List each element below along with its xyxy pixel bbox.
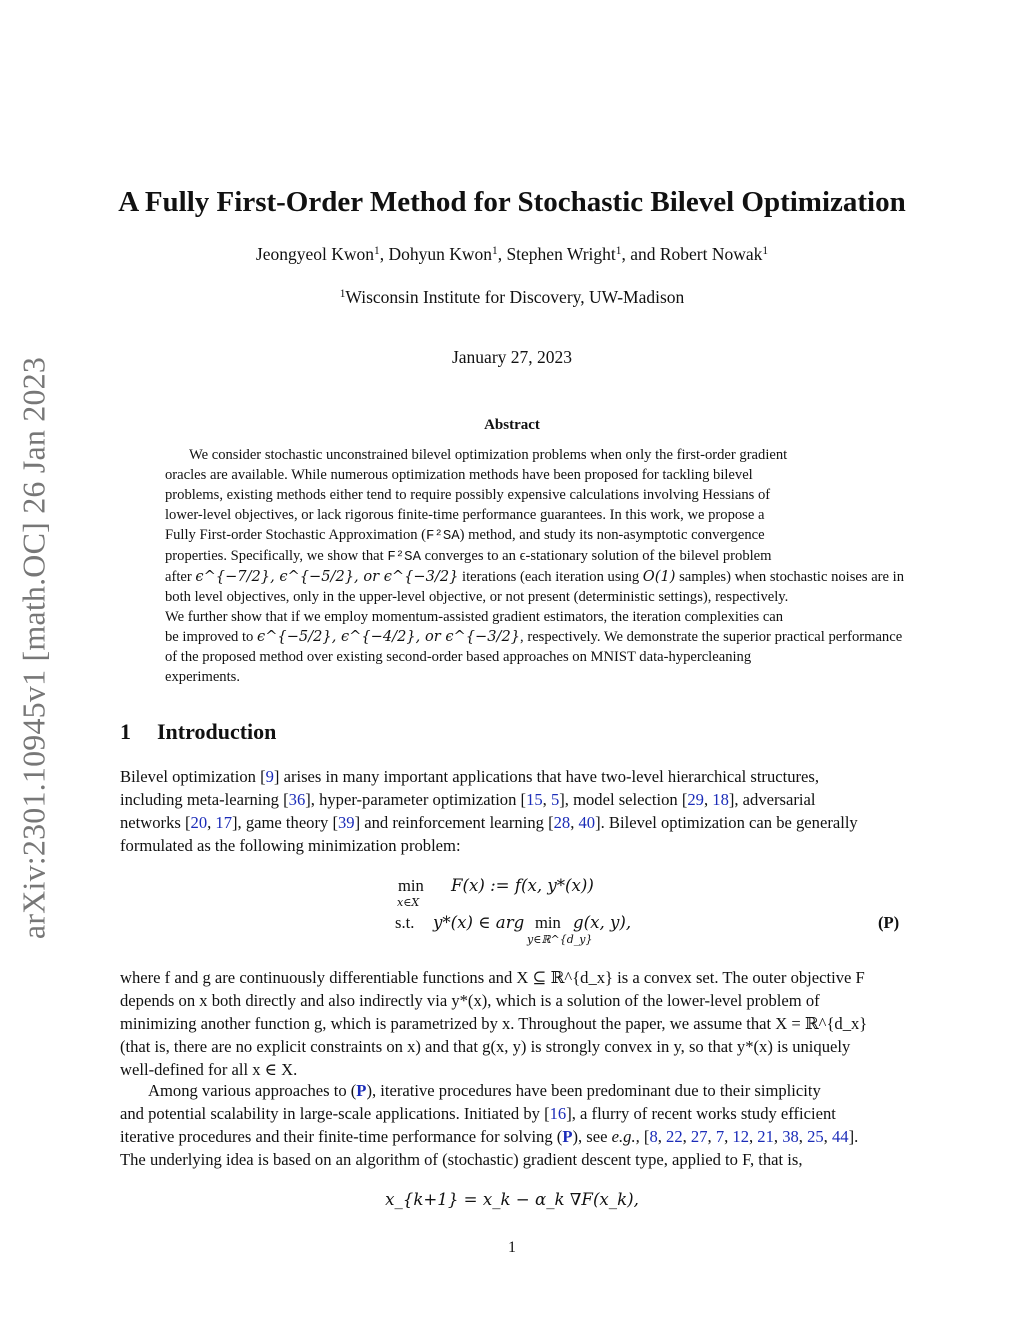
text-line: minimizing another function g, which is parametrized by x. Throughout the paper, we assume that X = ℝ^{d_x}	[120, 1014, 868, 1033]
citation-link[interactable]: 12	[732, 1127, 749, 1146]
paper-title: A Fully First-Order Method for Stochastic Bilevel Optimization	[118, 186, 906, 218]
min-subscript: y∈ℝ^{d_y}	[527, 933, 593, 946]
abstract-line: of the proposed method over existing second-order based approaches on MNIST data-hypercleaning	[165, 649, 752, 665]
citation-link[interactable]: 8	[649, 1127, 658, 1146]
equation-P	[395, 876, 915, 956]
author-name: Dohyun Kwon	[388, 244, 492, 264]
complexity-rates: ϵ^{−5/2}, ϵ^{−4/2}, or ϵ^{−3/2}	[257, 628, 521, 645]
citation-link[interactable]: 36	[288, 790, 306, 809]
method-name: F²SA	[387, 549, 421, 565]
citation-link[interactable]: 38	[782, 1127, 799, 1146]
abstract-body	[165, 445, 905, 687]
separator: ,	[497, 244, 507, 264]
abstract-line: properties. Specifically, we show that F²SA converges to an ϵ-stationary solution of the bilevel problem	[165, 548, 772, 565]
update-rule-equation: x_{k+1} = x_k − α_k ∇F(x_k),	[385, 1190, 639, 1209]
author-list	[0, 244, 1024, 265]
abstract-line: We consider stochastic unconstrained bilevel optimization problems when only the first-order gradient	[189, 447, 788, 463]
citation-link[interactable]: 44	[831, 1127, 849, 1146]
paragraph	[120, 966, 905, 1081]
citation-link[interactable]: 40	[578, 813, 596, 832]
text-line: The underlying idea is based on an algorithm of (stochastic) gradient descent type, applied to F, that is,	[120, 1150, 803, 1169]
such-that: s.t.	[395, 913, 415, 932]
citation-link[interactable]: 17	[215, 813, 232, 832]
abstract-line: oracles are available. While numerous optimization methods have been proposed for tackling bilevel	[165, 467, 753, 483]
abstract-line: lower-level objectives, or lack rigorous finite-time performance guarantees. In this work, we propose a	[165, 507, 765, 523]
abstract-line: experiments.	[165, 669, 240, 685]
citation-link[interactable]: 5	[550, 790, 560, 809]
min-subscript: x∈X	[397, 896, 420, 909]
citation-link[interactable]: 28	[553, 813, 571, 832]
sample-complexity: O(1)	[642, 568, 676, 585]
text-line: depends on x both directly and also indirectly via y*(x), which is a solution of the lower-level problem of	[120, 991, 820, 1010]
citation-link[interactable]: 25	[807, 1127, 824, 1146]
text-line: (that is, there are no explicit constraints on x) and that g(x, y) is strongly convex in y, so that y*(x) is uniquely	[120, 1037, 851, 1056]
affiliation-text: Wisconsin Institute for Discovery, UW-Madison	[345, 287, 685, 307]
citation-link[interactable]: 15	[526, 790, 543, 809]
affiliation	[0, 287, 1024, 308]
constraint-lhs: y*(x) ∈ arg	[433, 913, 525, 932]
citation-link[interactable]: 29	[687, 790, 704, 809]
equation-reference[interactable]: P	[356, 1081, 367, 1100]
abstract-line: be improved to ϵ^{−5/2}, ϵ^{−4/2}, or ϵ^{−3/2}, respectively. We demonstrate the superior practical performance	[165, 628, 903, 645]
separator: ,	[379, 244, 389, 264]
text-line: Among various approaches to (P), iterative procedures have been predominant due to their simplicity	[148, 1081, 821, 1100]
min-operator: min	[398, 876, 424, 895]
citation-link[interactable]: 9	[265, 767, 274, 786]
abstract-line: both level objectives, only in the upper-level objective, or not present (deterministic settings), respectively.	[165, 589, 789, 605]
citation-link[interactable]: 16	[549, 1104, 567, 1123]
method-name: F²SA	[426, 528, 460, 544]
text-line: where f and g are continuously differentiable functions and X ⊆ ℝ^{d_x} is a convex set. The outer objective F	[120, 968, 865, 987]
page-number: 1	[508, 1239, 516, 1256]
citation-link[interactable]: 7	[715, 1127, 725, 1146]
author-name: Jeongyeol Kwon	[255, 244, 375, 264]
section-title: Introduction	[157, 719, 277, 744]
citation-link[interactable]: 21	[757, 1127, 774, 1146]
citation-link[interactable]: 39	[337, 813, 355, 832]
affiliation-mark: 1	[339, 287, 346, 300]
separator: , and	[621, 244, 660, 264]
paragraph	[120, 765, 905, 857]
citation-link[interactable]: 18	[712, 790, 729, 809]
objective-definition: F(x) := f(x, y*(x))	[451, 876, 594, 895]
abstract-line: after ϵ^{−7/2}, ϵ^{−5/2}, or ϵ^{−3/2} iterations (each iteration using O(1) samples) when stochastic noises are in	[165, 568, 905, 585]
author-name: Stephen Wright	[506, 244, 616, 264]
arxiv-identifier: arXiv:2301.10945v1 [math.OC] 26 Jan 2023	[15, 356, 52, 940]
min-operator: min	[535, 913, 561, 932]
equation-reference[interactable]: P	[562, 1127, 573, 1146]
text-line: iterative procedures and their finite-time performance for solving (P), see e.g., [8, 22, 27, 7, 12, 21, 38, 25, 44].	[120, 1127, 859, 1146]
affiliation-mark: 1	[492, 244, 498, 257]
author-name: Robert Nowak	[659, 244, 763, 264]
abstract-heading: Abstract	[484, 417, 540, 433]
citation-list: 8, 22, 27, 7, 12, 21, 38, 25, 44	[649, 1127, 849, 1146]
affiliation-mark: 1	[615, 244, 622, 257]
affiliation-mark: 1	[762, 244, 769, 257]
text-line: networks [20, 17], game theory [39] and reinforcement learning [28, 40]. Bilevel optimization can be generally	[120, 813, 858, 832]
affiliation-mark: 1	[374, 244, 380, 257]
citation-link[interactable]: 27	[690, 1127, 708, 1146]
constraint-rhs: g(x, y),	[573, 913, 632, 932]
section-heading	[120, 719, 276, 745]
text-line: Bilevel optimization [9] arises in many important applications that have two-level hierarchical structures,	[120, 767, 820, 786]
citation-link[interactable]: 20	[190, 813, 208, 832]
text-line: including meta-learning [36], hyper-parameter optimization [15, 5], model selection [29, 18], adversarial	[120, 790, 816, 809]
complexity-rates: ϵ^{−7/2}, ϵ^{−5/2}, or ϵ^{−3/2}	[195, 568, 459, 585]
text-line: and potential scalability in large-scale applications. Initiated by [16], a flurry of recent works study efficient	[120, 1104, 836, 1123]
abstract-line: problems, existing methods either tend to require possibly expensive calculations involving Hessians of	[165, 487, 771, 503]
citation-link[interactable]: 22	[666, 1127, 683, 1146]
text-line: well-defined for all x ∈ X.	[120, 1060, 298, 1079]
section-number: 1	[120, 719, 131, 744]
abstract-line: Fully First-order Stochastic Approximation (F²SA) method, and study its non-asymptotic convergence	[165, 527, 765, 544]
equation-label: (P)	[878, 913, 900, 932]
text-line: formulated as the following minimization problem:	[120, 836, 461, 855]
paragraph	[120, 1079, 905, 1171]
publication-date: January 27, 2023	[451, 347, 573, 367]
abstract-line: We further show that if we employ momentum-assisted gradient estimators, the iteration complexities can	[165, 609, 784, 625]
